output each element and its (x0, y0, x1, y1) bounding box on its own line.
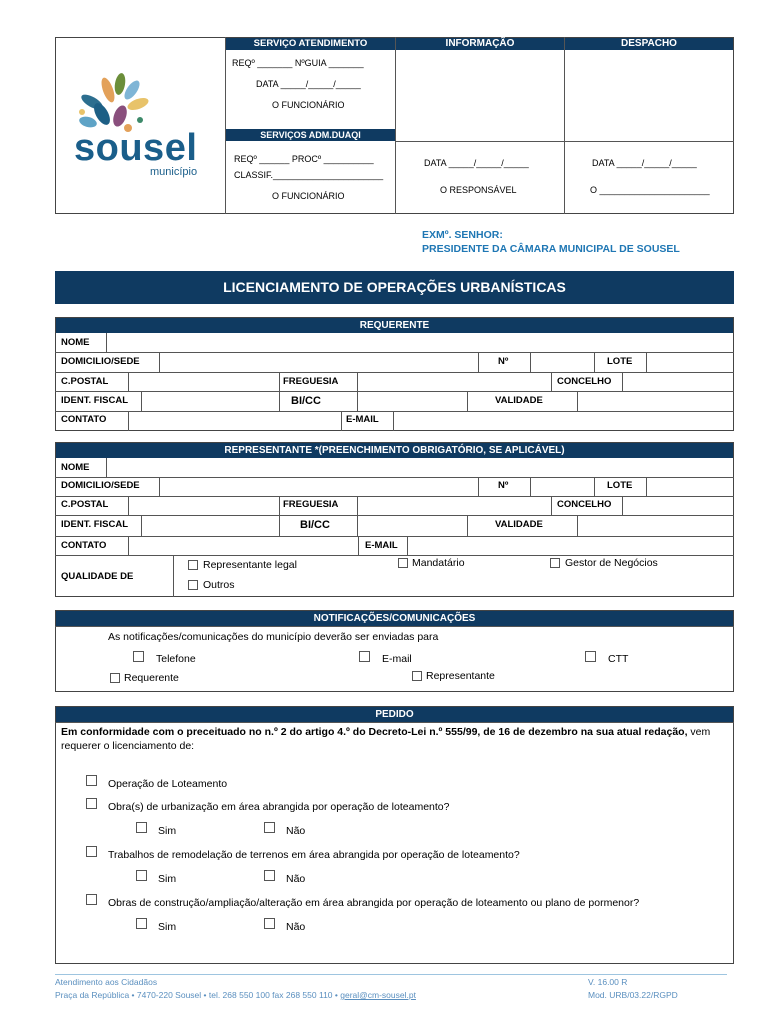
checkbox-requerente[interactable] (110, 673, 120, 683)
requerente-nome-label: NOME (61, 337, 90, 348)
checkbox-item3-sim[interactable] (136, 870, 147, 881)
despacho-sign: O ______________________ (590, 185, 710, 195)
servico-atendimento-title: SERVIÇO ATENDIMENTO (226, 38, 395, 50)
item4-sim-label: Sim (158, 921, 177, 933)
representante-contato-field[interactable] (129, 537, 358, 555)
footer-divider (55, 974, 727, 975)
representante-n-label: Nº (498, 480, 509, 491)
checkbox-obras-construcao[interactable] (86, 894, 97, 905)
footer-line2 (55, 990, 416, 1000)
pedido-intro-bold: Em conformidade com o preceituado no n.º 2 do artigo 4.º do Decreto-Lei n.º 555/99, de 16 de dezembro na sua atual redação, (61, 726, 688, 738)
item2-sim-label: Sim (158, 825, 177, 837)
notificacoes-intro: As notificações/comunicações do município deverão ser enviadas para (108, 631, 439, 643)
checkbox-obras-urbanizacao[interactable] (86, 798, 97, 809)
representante-concelho-label: CONCELHO (557, 499, 612, 510)
item3-sim-label: Sim (158, 873, 177, 885)
checkbox-loteamento[interactable] (86, 775, 97, 786)
requerente-validade-label: VALIDADE (495, 395, 543, 406)
option-mandatario: Mandatário (412, 557, 465, 569)
checkbox-item2-nao[interactable] (264, 822, 275, 833)
option-outros: Outros (203, 579, 235, 591)
requerente-lote-label: LOTE (607, 356, 633, 367)
requerente-title: REQUERENTE (56, 318, 733, 333)
checkbox-gestor-negocios[interactable] (550, 558, 560, 568)
item3-nao-label: Não (286, 873, 306, 885)
requerente-domicilio-label: DOMICILIO/SEDE (61, 356, 140, 367)
footer-address: Praça da República • 7470-220 Sousel • tel. 268 550 100 fax 268 550 110 • (55, 990, 341, 1000)
requerente-email-label: E-MAIL (346, 414, 379, 425)
despacho-title: DESPACHO (565, 38, 733, 50)
checkbox-item2-sim[interactable] (136, 822, 147, 833)
option-ctt: CTT (608, 653, 629, 665)
pedido-intro (61, 725, 726, 753)
representante-ident-field[interactable] (142, 516, 279, 536)
addressee-line1: EXMº. SENHOR: (422, 229, 503, 241)
representante-ident-label: IDENT. FISCAL (61, 519, 129, 530)
footer-version: V. 16.00 R (588, 977, 628, 987)
pedido-title: PEDIDO (56, 707, 733, 722)
checkbox-mandatario[interactable] (398, 558, 408, 568)
checkbox-item3-nao[interactable] (264, 870, 275, 881)
checkbox-telefone[interactable] (133, 651, 144, 662)
servicos-adm-line1: REQº ______ PROCº __________ (234, 154, 374, 164)
checkbox-item4-sim[interactable] (136, 918, 147, 929)
item-trabalhos-remodelacao: Trabalhos de remodelação de terrenos em área abrangida por operação de loteamento? (108, 849, 520, 861)
item2-nao-label: Não (286, 825, 306, 837)
requerente-nome-field[interactable] (107, 334, 733, 352)
representante-cpostal-label: C.POSTAL (61, 499, 109, 510)
notificacoes-title: NOTIFICAÇÕES/COMUNICAÇÕES (56, 611, 733, 626)
representante-email-field[interactable] (408, 537, 733, 555)
requerente-domicilio-field[interactable] (160, 353, 478, 372)
requerente-concelho-label: CONCELHO (557, 376, 612, 387)
servico-atendimento-line3: O FUNCIONÁRIO (272, 100, 345, 110)
footer-email-link[interactable]: geral@cm-sousel.pt (340, 990, 416, 1000)
representante-contato-label: CONTATO (61, 540, 107, 551)
checkbox-trabalhos-remodelacao[interactable] (86, 846, 97, 857)
footer-line1: Atendimento aos Cidadãos (55, 977, 158, 987)
footer-mod: Mod. URB/03.22/RGPD (588, 990, 678, 1000)
representante-lote-label: LOTE (607, 480, 633, 491)
requerente-contato-field[interactable] (129, 412, 341, 431)
representante-validade-field[interactable] (578, 516, 733, 536)
requerente-concelho-field[interactable] (623, 373, 733, 391)
representante-freguesia-label: FREGUESIA (283, 499, 339, 510)
option-telefone: Telefone (156, 653, 196, 665)
checkbox-item4-nao[interactable] (264, 918, 275, 929)
servicos-adm-line2: CLASSIF.______________________ (234, 170, 384, 180)
representante-domicilio-field[interactable] (160, 478, 478, 496)
pedido-intro-rest: vem requerer o licenciamento de: (61, 726, 711, 752)
informacao-date: DATA _____/_____/_____ (424, 158, 529, 168)
requerente-n-label: Nº (498, 356, 509, 367)
informacao-sign: O RESPONSÁVEL (440, 185, 517, 195)
servico-atendimento-line2: DATA _____/_____/_____ (256, 79, 361, 89)
option-requerente: Requerente (124, 672, 179, 684)
item-loteamento: Operação de Loteamento (108, 778, 228, 790)
representante-validade-label: VALIDADE (495, 519, 543, 530)
requerente-ident-label: IDENT. FISCAL (61, 395, 129, 406)
requerente-n-field[interactable] (531, 353, 593, 372)
page-title: LICENCIAMENTO DE OPERAÇÕES URBANÍSTICAS (55, 271, 734, 304)
checkbox-representante[interactable] (412, 671, 422, 681)
option-email: E-mail (382, 653, 412, 665)
logo (68, 70, 218, 185)
checkbox-representante-legal[interactable] (188, 560, 198, 570)
representante-domicilio-label: DOMICILIO/SEDE (61, 480, 140, 491)
requerente-freguesia-label: FREGUESIA (283, 376, 339, 387)
representante-cpostal-field[interactable] (129, 497, 279, 515)
representante-bicc-field[interactable] (358, 516, 467, 536)
servicos-adm-title: SERVIÇOS ADM.DUAQI (226, 129, 395, 141)
representante-nome-label: NOME (61, 462, 90, 473)
representante-concelho-field[interactable] (623, 497, 733, 515)
item-obras-construcao: Obras de construção/ampliação/alteração em área abrangida por operação de loteamento ou plano de pormenor? (108, 897, 640, 909)
servico-atendimento-line1: REQº _______ NºGUIA _______ (232, 58, 364, 68)
option-representante: Representante (426, 670, 495, 682)
requerente-ident-field[interactable] (142, 392, 279, 411)
option-representante-legal: Representante legal (203, 559, 297, 571)
requerente-freguesia-field[interactable] (358, 373, 551, 391)
representante-qualidade-label: QUALIDADE DE (61, 571, 134, 582)
requerente-contato-label: CONTATO (61, 414, 107, 425)
requerente-bicc-field[interactable] (358, 392, 467, 411)
logo-text: sousel (74, 127, 198, 169)
item-obras-urbanizacao: Obra(s) de urbanização em área abrangida por operação de loteamento? (108, 801, 450, 813)
checkbox-outros[interactable] (188, 580, 198, 590)
requerente-email-field[interactable] (394, 412, 733, 431)
representante-title: REPRESENTANTE *(PREENCHIMENTO OBRIGATÓRIO, SE APLICÁVEL) (56, 443, 733, 458)
representante-email-label: E-MAIL (365, 540, 398, 551)
requerente-bicc-label: BI/CC (291, 395, 321, 407)
logo-subtext: município (150, 166, 198, 178)
requerente-cpostal-field[interactable] (129, 373, 279, 391)
item4-nao-label: Não (286, 921, 306, 933)
representante-bicc-label: BI/CC (300, 519, 330, 531)
servicos-adm-line3: O FUNCIONÁRIO (272, 191, 345, 201)
requerente-lote-field[interactable] (647, 353, 733, 372)
despacho-date: DATA _____/_____/_____ (592, 158, 697, 168)
representante-lote-field[interactable] (647, 478, 733, 496)
representante-nome-field[interactable] (107, 459, 733, 477)
requerente-cpostal-label: C.POSTAL (61, 376, 109, 387)
requerente-validade-field[interactable] (578, 392, 733, 411)
checkbox-ctt[interactable] (585, 651, 596, 662)
representante-n-field[interactable] (531, 478, 593, 496)
addressee-line2: PRESIDENTE DA CÂMARA MUNICIPAL DE SOUSEL (422, 243, 680, 255)
representante-freguesia-field[interactable] (358, 497, 551, 515)
informacao-title: INFORMAÇÃO (396, 38, 564, 50)
option-gestor-negocios: Gestor de Negócios (565, 557, 658, 569)
checkbox-email[interactable] (359, 651, 370, 662)
